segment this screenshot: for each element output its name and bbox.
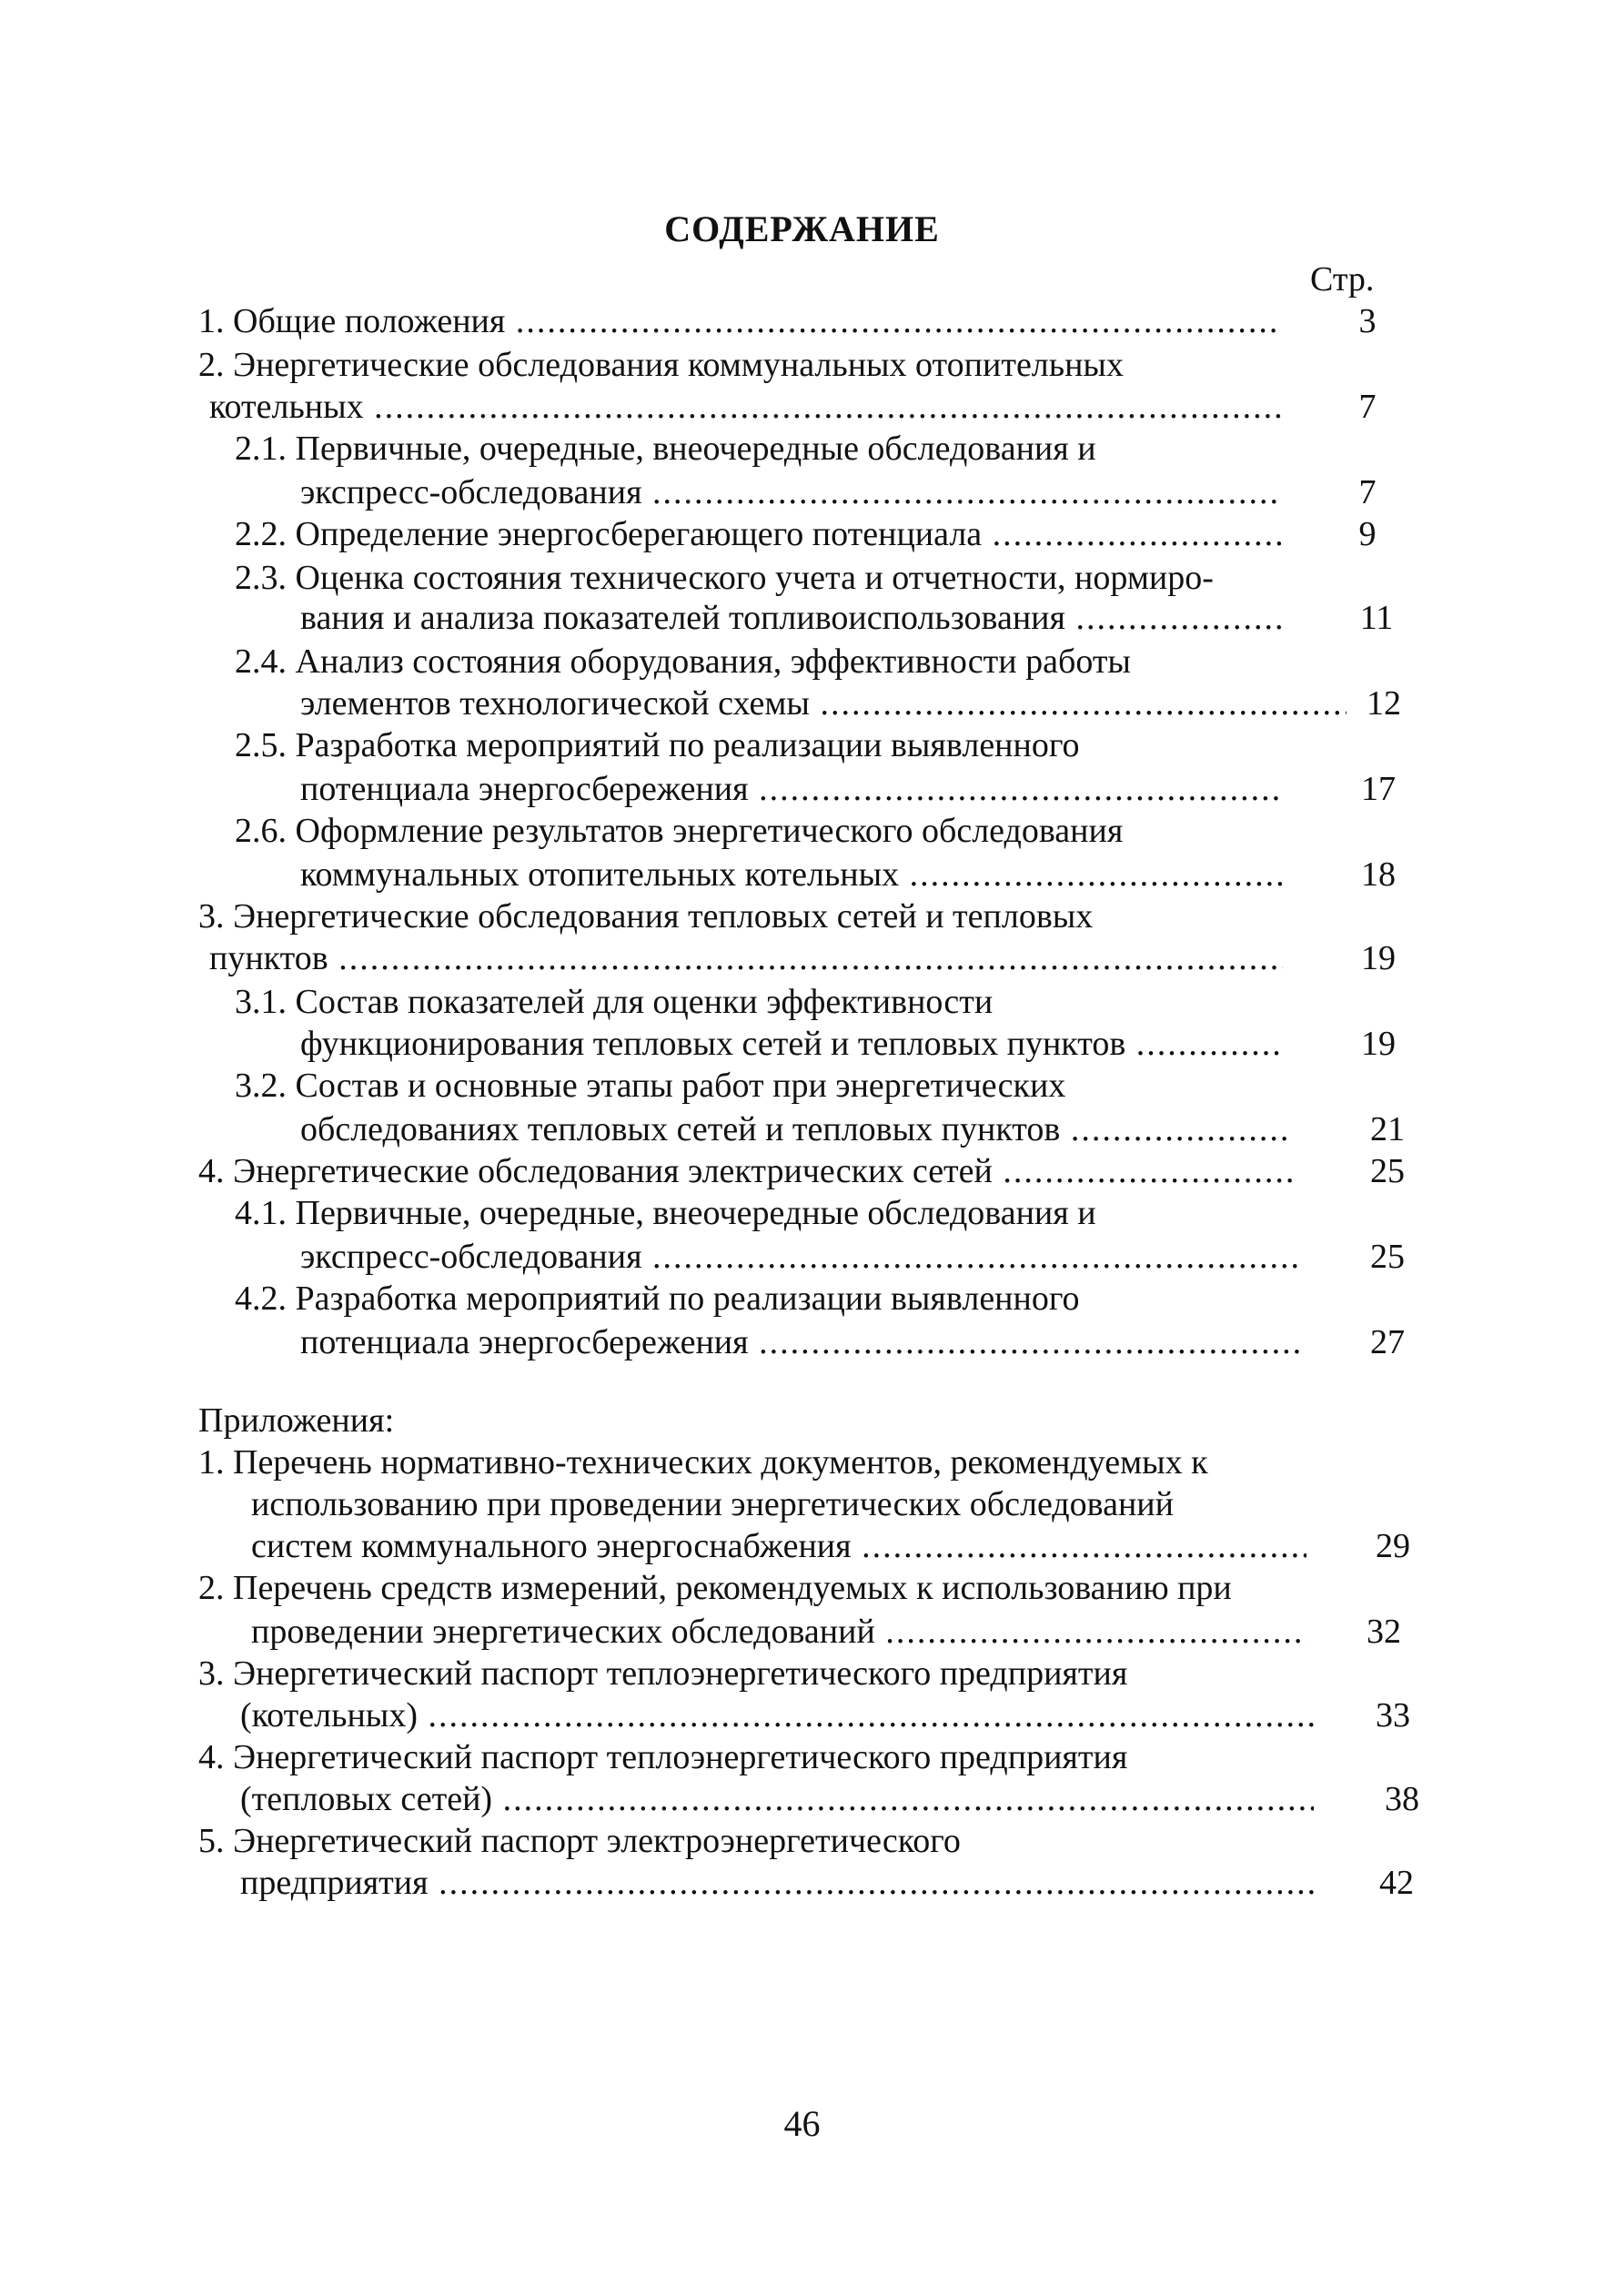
toc-entry-page: 19 <box>1361 1025 1396 1063</box>
appendix-page: 29 <box>1376 1527 1410 1565</box>
appendix-page: 38 <box>1385 1780 1419 1818</box>
appendix-label: проведении энергетических обследований ..... <box>251 1611 1306 1653</box>
toc-entry-label: экспресс-обследования ..... <box>300 471 1281 513</box>
toc-entry-label: элементов технологической схемы ..... <box>300 683 1347 724</box>
toc-entry-label: коммунальных отопительных котельных ..... <box>300 854 1283 895</box>
toc-entry-line: 4.1. Первичные, очередные, внеочередные обследования и <box>235 1194 1096 1232</box>
toc-entry-page: 3 <box>1358 302 1377 340</box>
page-title: СОДЕРЖАНИЕ <box>664 208 940 249</box>
toc-entry-line: 3.2. Состав и основные этапы работ при энергетических <box>235 1067 1066 1105</box>
toc-entry-page: 18 <box>1361 855 1396 894</box>
appendix-line: использованию при проведении энергетических обследований <box>251 1485 1174 1523</box>
appendix-heading: Приложения: <box>198 1401 395 1440</box>
toc-entry-page: 9 <box>1358 515 1377 553</box>
toc-entry-page: 27 <box>1370 1323 1405 1361</box>
toc-entry-label: 4. Энергетические обследования электрических сетей ..... <box>198 1150 1292 1192</box>
toc-entry-label: обследованиях тепловых сетей и тепловых пунктов ..... <box>300 1108 1292 1150</box>
toc-entry-line: 2.6. Оформление результатов энергетического обследования <box>235 812 1124 850</box>
toc-entry-page: 7 <box>1358 473 1377 511</box>
toc-entry-label: 1. Общие положения ..... <box>198 300 1281 342</box>
toc-entry-page: 19 <box>1361 939 1396 977</box>
toc-entry-line: 3.1. Состав показателей для оценки эффективности <box>235 983 994 1021</box>
toc-entry-page: 17 <box>1361 770 1396 808</box>
toc-entry-line: 2.4. Анализ состояния оборудования, эффективности работы <box>235 642 1131 681</box>
toc-entry-page: 12 <box>1367 684 1401 723</box>
toc-entry-label: вания и анализа показателей топливоиспользования ..... <box>300 597 1281 639</box>
toc-entry-label: потенциала энергосбережения ..... <box>300 1321 1301 1363</box>
appendix-label: предприятия ..... <box>240 1862 1314 1904</box>
page-number: 46 <box>783 2103 821 2144</box>
toc-entry-page: 11 <box>1359 599 1394 637</box>
appendix-line: 4. Энергетический паспорт теплоэнергетического предприятия <box>198 1738 1128 1776</box>
toc-entry-label: 2.2. Определение энергосберегающего потенциала ..... <box>235 513 1281 555</box>
toc-entry-page: 25 <box>1370 1238 1405 1276</box>
toc-entry-line: 2. Энергетические обследования коммунальных отопительных <box>198 346 1124 384</box>
appendix-page: 42 <box>1379 1864 1414 1902</box>
appendix-label: (тепловых сетей) ..... <box>240 1778 1314 1820</box>
toc-entry-page: 21 <box>1370 1110 1405 1148</box>
appendix-line: 5. Энергетический паспорт электроэнергетического <box>198 1822 961 1860</box>
appendix-page: 33 <box>1376 1696 1410 1735</box>
appendix-line: 3. Энергетический паспорт теплоэнергетического предприятия <box>198 1654 1128 1693</box>
toc-entry-label: потенциала энергосбережения ..... <box>300 768 1283 810</box>
page-column-header: Стр. <box>1310 260 1375 298</box>
toc-entry-label: экспресс-обследования ..... <box>300 1236 1301 1278</box>
toc-entry-line: 3. Энергетические обследования тепловых сетей и тепловых <box>198 897 1094 936</box>
appendix-page: 32 <box>1367 1613 1401 1651</box>
appendix-line: 1. Перечень нормативно-технических документов, рекомендуемых к <box>198 1443 1208 1482</box>
toc-entry-line: 4.2. Разработка мероприятий по реализации выявленного <box>235 1279 1080 1318</box>
toc-entry-label: пунктов ..... <box>209 937 1283 979</box>
appendix-label: систем коммунального энергоснабжения ..... <box>251 1525 1306 1567</box>
appendix-label: (котельных) ..... <box>240 1694 1314 1736</box>
toc-entry-line: 2.5. Разработка мероприятий по реализации выявленного <box>235 726 1080 764</box>
toc-entry-line: 2.1. Первичные, очередные, внеочередные обследования и <box>235 430 1096 468</box>
toc-entry-page: 7 <box>1358 388 1377 426</box>
toc-entry-label: котельных ..... <box>209 386 1281 428</box>
toc-entry-page: 25 <box>1370 1152 1405 1190</box>
toc-entry-label: функционирования тепловых сетей и тепловых пунктов ..... <box>300 1023 1283 1065</box>
appendix-line: 2. Перечень средств измерений, рекомендуемых к использованию при <box>198 1569 1232 1607</box>
toc-entry-line: 2.3. Оценка состояния технического учета и отчетности, нормиро- <box>235 559 1214 597</box>
